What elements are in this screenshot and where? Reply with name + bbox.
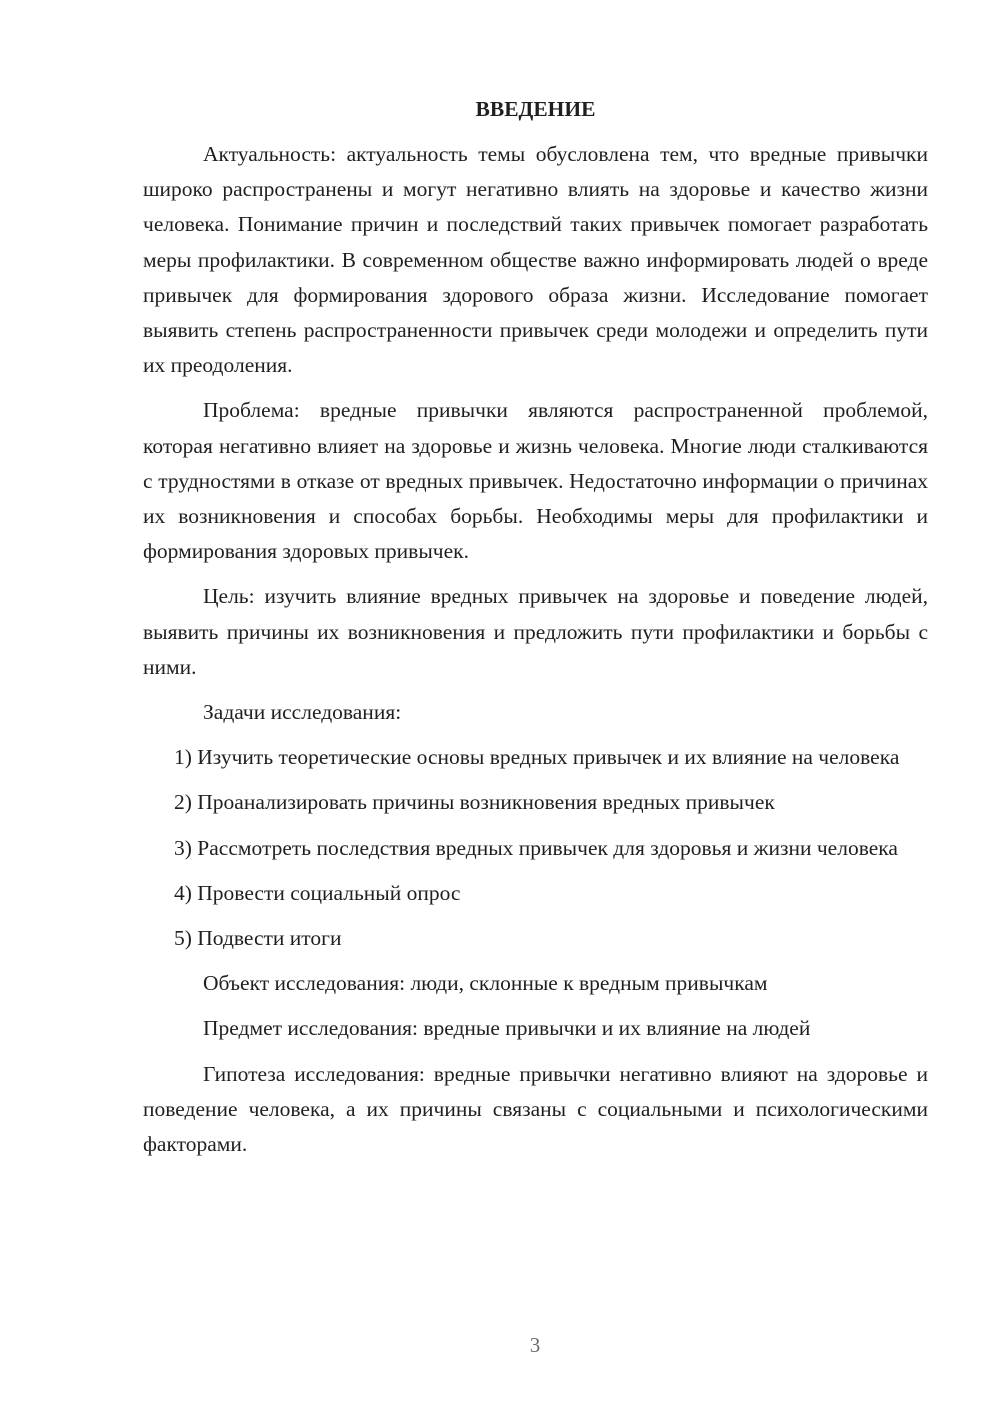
- document-page: [143, 92, 928, 1172]
- section-title: ВВЕДЕНИЕ: [475, 97, 596, 121]
- research-hypothesis: Гипотеза исследования: вредные привычки негативно влияют на здоровье и поведение человека, а их причины связаны с социальными и психологическими факторами.: [143, 1061, 928, 1157]
- research-subject: Предмет исследования: вредные привычки и их влияние на людей: [203, 1016, 811, 1041]
- relevance-paragraph: Актуальность: актуальность темы обусловлена тем, что вредные привычки широко распространены и могут негативно влиять на здоровье и качество жизни человека. Понимание причин и последствий таких привычек помогает разработать меры профилактики. В современном обществе важно информировать людей о вреде привычек для формирования здорового образа жизни. Исследование помогает выявить степень распространенности привычек среди молодежи и определить пути их преодоления.: [143, 142, 928, 378]
- tasks-heading: Задачи исследования:: [203, 700, 402, 725]
- task-item-5: 5) Подвести итоги: [174, 926, 342, 951]
- task-item-1: 1) Изучить теоретические основы вредных привычек и их влияние на человека: [174, 745, 900, 770]
- goal-paragraph: Цель: изучить влияние вредных привычек на здоровье и поведение людей, выявить причины их возникновения и предложить пути профилактики и борьбы с ними.: [143, 584, 928, 679]
- page-number: 3: [529, 1333, 541, 1357]
- problem-paragraph: Проблема: вредные привычки являются распространенной проблемой, которая негативно влияет на здоровье и жизнь человека. Многие люди сталкиваются с трудностями в отказе от вредных привычек. Недостаточно информации о причинах их возникновения и способах борьбы. Необходимы меры для профилактики и формирования здоровых привычек.: [143, 398, 928, 564]
- task-item-3: 3) Рассмотреть последствия вредных привычек для здоровья и жизни человека: [174, 835, 898, 860]
- task-item-2: 2) Проанализировать причины возникновения вредных привычек: [174, 790, 775, 815]
- research-object: Объект исследования: люди, склонные к вредным привычкам: [203, 971, 768, 996]
- task-item-4: 4) Провести социальный опрос: [174, 880, 461, 905]
